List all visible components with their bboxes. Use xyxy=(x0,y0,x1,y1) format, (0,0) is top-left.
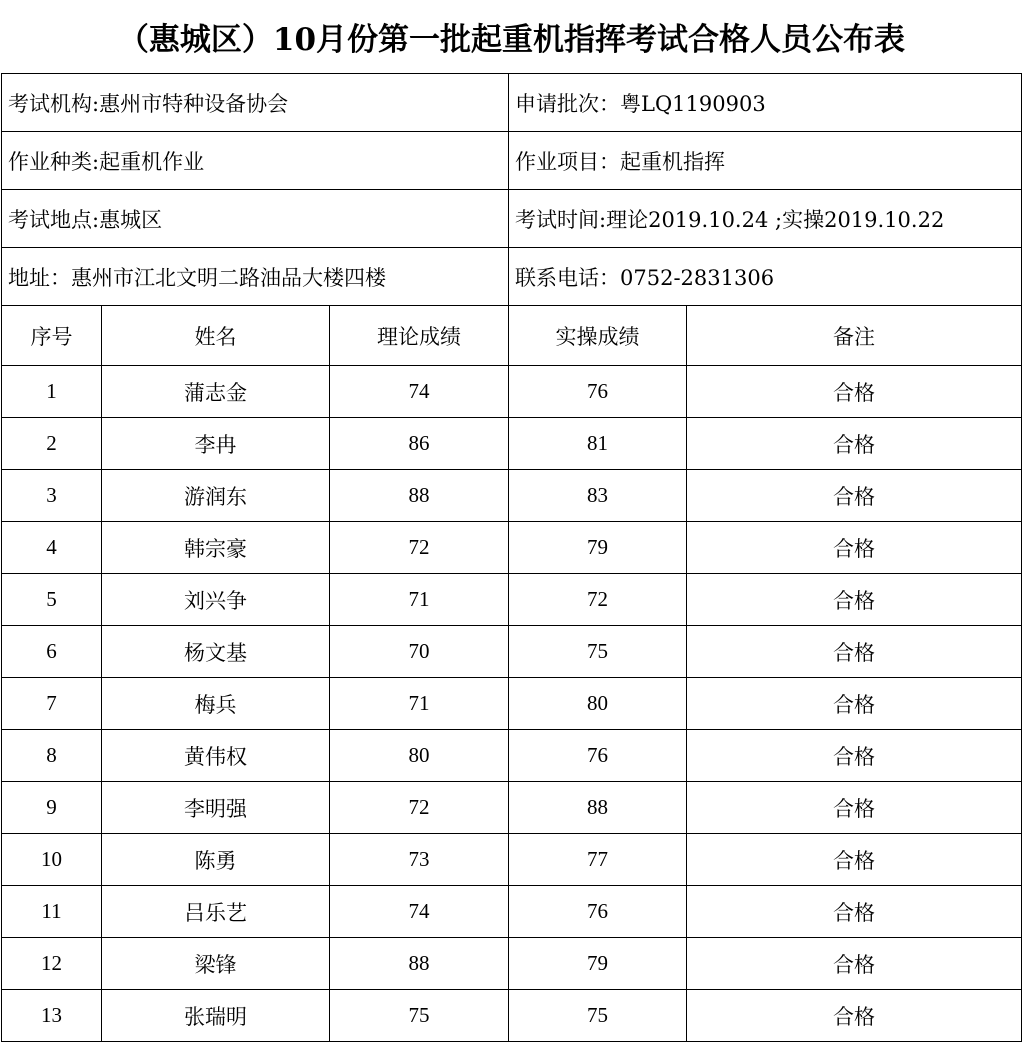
row-number-cell: 2 xyxy=(2,418,102,470)
table-row xyxy=(2,366,1022,418)
practical-score-cell: 76 xyxy=(509,366,687,418)
theory-score-cell: 71 xyxy=(330,678,509,730)
operation-item: 作业项目：起重机指挥 xyxy=(509,132,1022,190)
address: 地址：惠州市江北文明二路油品大楼四楼 xyxy=(2,248,509,306)
table-row xyxy=(2,990,1022,1042)
results-table xyxy=(1,73,1022,1042)
theory-score-cell: 75 xyxy=(330,990,509,1042)
name-cell: 张瑞明 xyxy=(102,990,330,1042)
practical-score-cell: 76 xyxy=(509,730,687,782)
theory-score-cell: 88 xyxy=(330,470,509,522)
remark-cell: 合格 xyxy=(687,678,1022,730)
header-theory-score: 理论成绩 xyxy=(330,306,509,366)
name-cell: 梁锋 xyxy=(102,938,330,990)
table-row xyxy=(2,522,1022,574)
remark-cell: 合格 xyxy=(687,886,1022,938)
practical-score-cell: 75 xyxy=(509,990,687,1042)
contact-phone: 联系电话：0752-2831306 xyxy=(509,248,1022,306)
remark-cell: 合格 xyxy=(687,626,1022,678)
remark-cell: 合格 xyxy=(687,522,1022,574)
remark-cell: 合格 xyxy=(687,938,1022,990)
application-batch: 申请批次：粤LQ1190903 xyxy=(509,74,1022,132)
remark-cell: 合格 xyxy=(687,418,1022,470)
remark-cell: 合格 xyxy=(687,574,1022,626)
theory-score-cell: 80 xyxy=(330,730,509,782)
table-row xyxy=(2,782,1022,834)
remark-cell: 合格 xyxy=(687,834,1022,886)
row-number-cell: 9 xyxy=(2,782,102,834)
practical-score-cell: 76 xyxy=(509,886,687,938)
table-row xyxy=(2,834,1022,886)
table-row xyxy=(2,418,1022,470)
remark-cell: 合格 xyxy=(687,366,1022,418)
table-row xyxy=(2,470,1022,522)
header-number: 序号 xyxy=(2,306,102,366)
theory-score-cell: 86 xyxy=(330,418,509,470)
remark-cell: 合格 xyxy=(687,782,1022,834)
name-cell: 李冉 xyxy=(102,418,330,470)
name-cell: 梅兵 xyxy=(102,678,330,730)
theory-score-cell: 74 xyxy=(330,366,509,418)
name-cell: 黄伟权 xyxy=(102,730,330,782)
remark-cell: 合格 xyxy=(687,730,1022,782)
theory-score-cell: 72 xyxy=(330,782,509,834)
exam-location: 考试地点:惠城区 xyxy=(2,190,509,248)
remark-cell: 合格 xyxy=(687,990,1022,1042)
row-number-cell: 12 xyxy=(2,938,102,990)
remark-cell: 合格 xyxy=(687,470,1022,522)
practical-score-cell: 80 xyxy=(509,678,687,730)
table-row xyxy=(2,678,1022,730)
header-remark: 备注 xyxy=(687,306,1022,366)
row-number-cell: 11 xyxy=(2,886,102,938)
row-number-cell: 4 xyxy=(2,522,102,574)
name-cell: 蒲志金 xyxy=(102,366,330,418)
practical-score-cell: 79 xyxy=(509,938,687,990)
name-cell: 李明强 xyxy=(102,782,330,834)
theory-score-cell: 70 xyxy=(330,626,509,678)
theory-score-cell: 72 xyxy=(330,522,509,574)
practical-score-cell: 83 xyxy=(509,470,687,522)
row-number-cell: 5 xyxy=(2,574,102,626)
row-number-cell: 3 xyxy=(2,470,102,522)
operation-type: 作业种类:起重机作业 xyxy=(2,132,509,190)
theory-score-cell: 71 xyxy=(330,574,509,626)
page-title: （惠城区）10月份第一批起重机指挥考试合格人员公布表 xyxy=(117,22,906,58)
theory-score-cell: 74 xyxy=(330,886,509,938)
row-number-cell: 8 xyxy=(2,730,102,782)
theory-score-cell: 73 xyxy=(330,834,509,886)
info-row xyxy=(2,190,1022,248)
name-cell: 刘兴争 xyxy=(102,574,330,626)
theory-score-cell: 88 xyxy=(330,938,509,990)
name-cell: 吕乐艺 xyxy=(102,886,330,938)
practical-score-cell: 77 xyxy=(509,834,687,886)
row-number-cell: 6 xyxy=(2,626,102,678)
practical-score-cell: 79 xyxy=(509,522,687,574)
info-row xyxy=(2,74,1022,132)
info-row xyxy=(2,132,1022,190)
name-cell: 韩宗豪 xyxy=(102,522,330,574)
row-number-cell: 1 xyxy=(2,366,102,418)
name-cell: 游润东 xyxy=(102,470,330,522)
practical-score-cell: 72 xyxy=(509,574,687,626)
table-row xyxy=(2,886,1022,938)
table-row xyxy=(2,626,1022,678)
practical-score-cell: 88 xyxy=(509,782,687,834)
table-header-row xyxy=(2,306,1022,366)
table-row xyxy=(2,938,1022,990)
exam-organization: 考试机构:惠州市特种设备协会 xyxy=(2,74,509,132)
row-number-cell: 10 xyxy=(2,834,102,886)
exam-time: 考试时间:理论2019.10.24 ;实操2019.10.22 xyxy=(509,190,1022,248)
header-name: 姓名 xyxy=(102,306,330,366)
info-row xyxy=(2,248,1022,306)
name-cell: 杨文基 xyxy=(102,626,330,678)
table-row xyxy=(2,574,1022,626)
row-number-cell: 7 xyxy=(2,678,102,730)
header-practical-score: 实操成绩 xyxy=(509,306,687,366)
row-number-cell: 13 xyxy=(2,990,102,1042)
name-cell: 陈勇 xyxy=(102,834,330,886)
practical-score-cell: 75 xyxy=(509,626,687,678)
table-row xyxy=(2,730,1022,782)
practical-score-cell: 81 xyxy=(509,418,687,470)
